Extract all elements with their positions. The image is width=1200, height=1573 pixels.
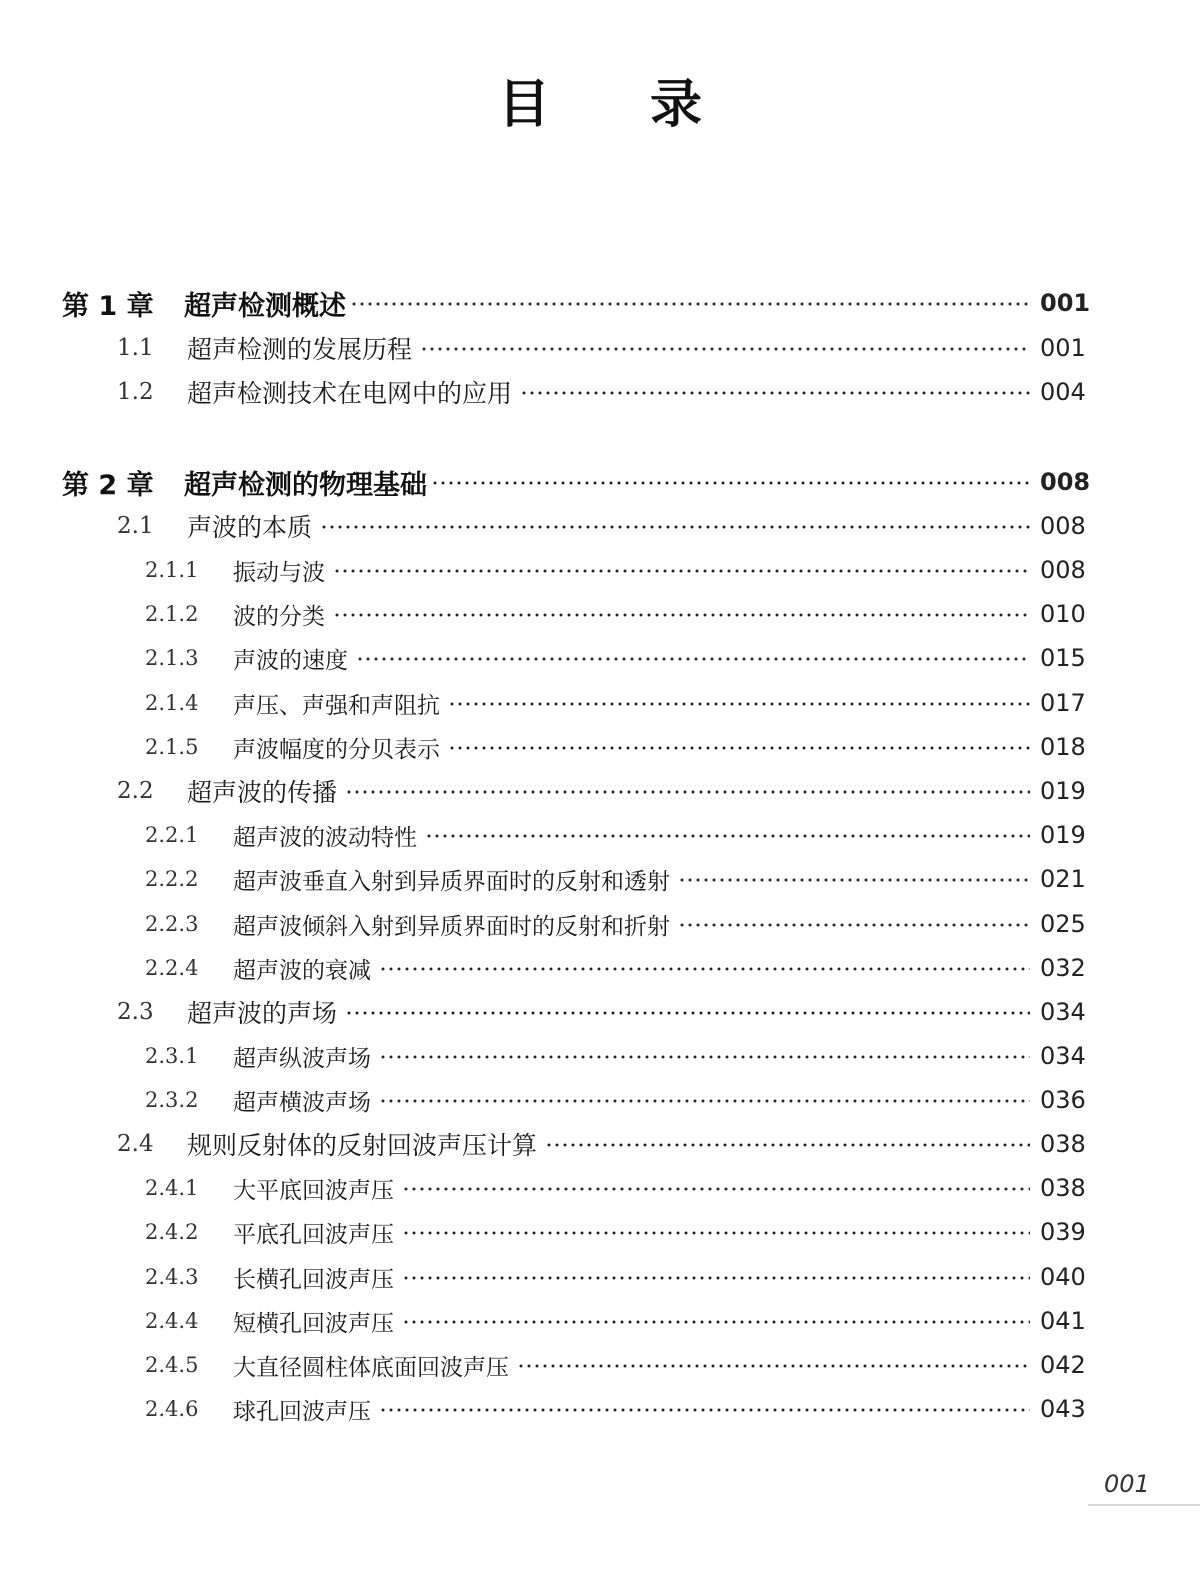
toc-entry-title: 超声波垂直入射到异质界面时的反射和透射 [233, 868, 670, 895]
toc-entry-title: 超声波倾斜入射到异质界面时的反射和折射 [233, 913, 670, 940]
toc-entry-sub[interactable] [145, 815, 1084, 855]
toc-entry-title: 超声波的衰减 [233, 957, 371, 984]
dot-leader [420, 347, 1030, 351]
toc-entry-title: 长横孔回波声压 [233, 1266, 394, 1293]
toc-entry-number: 2.1.3 [145, 646, 199, 670]
toc-entry-number: 2.4 [117, 1131, 154, 1157]
dot-leader [402, 1231, 1030, 1235]
toc-entry-section[interactable] [117, 506, 1084, 546]
toc-entry-sub[interactable] [145, 550, 1084, 590]
toc-entry-section[interactable] [117, 372, 1084, 412]
toc-entry-title: 声压、声强和声阻抗 [233, 692, 440, 719]
toc-entry-page: 036 [1040, 1086, 1086, 1114]
dot-leader [379, 1055, 1030, 1059]
toc-entry-page: 034 [1040, 998, 1086, 1026]
toc-entry-page: 004 [1040, 378, 1086, 406]
toc-entry-title: 波的分类 [233, 603, 325, 630]
toc-entry-page: 019 [1040, 821, 1086, 849]
toc-entry-page: 038 [1040, 1130, 1086, 1158]
toc-entry-sub[interactable] [145, 1389, 1084, 1429]
toc-entry-title: 规则反射体的反射回波声压计算 [187, 1131, 538, 1160]
toc-entry-title: 超声检测的发展历程 [187, 335, 413, 364]
toc-entry-title: 声波幅度的分贝表示 [233, 736, 440, 763]
toc-entry-number: 第 1 章 [62, 290, 154, 322]
dot-leader [379, 967, 1030, 971]
toc-entry-section[interactable] [117, 328, 1084, 368]
toc-entry-title: 超声检测技术在电网中的应用 [187, 379, 513, 408]
dot-leader [448, 702, 1030, 706]
dot-leader [333, 613, 1030, 617]
toc-entry-number: 2.2.1 [145, 823, 199, 847]
toc-entry-sub[interactable] [145, 1036, 1084, 1076]
toc-entry-number: 1.1 [117, 335, 154, 361]
toc-entry-page: 018 [1040, 733, 1086, 761]
toc-entry-title: 声波的本质 [187, 513, 313, 542]
page-title-char-1: 目 [497, 75, 550, 135]
toc-entry-section[interactable] [117, 992, 1084, 1032]
dot-leader [402, 1276, 1030, 1280]
toc-entry-sub[interactable] [145, 1080, 1084, 1120]
dot-leader [402, 1320, 1030, 1324]
toc-entry-page: 043 [1040, 1395, 1086, 1423]
toc-entry-page: 040 [1040, 1263, 1086, 1291]
toc-entry-page: 042 [1040, 1351, 1086, 1379]
page-number: 001 [1104, 1470, 1150, 1498]
toc-entry-page: 021 [1040, 865, 1086, 893]
toc-entry-page: 008 [1040, 468, 1091, 496]
toc-entry-title: 超声横波声场 [233, 1089, 371, 1116]
toc-entry-sub[interactable] [145, 1301, 1084, 1341]
toc-entry-page: 001 [1040, 334, 1086, 362]
toc-entry-number: 2.3 [117, 999, 154, 1025]
toc-entry-number: 2.3.2 [145, 1088, 199, 1112]
dot-leader [379, 1099, 1030, 1103]
toc-entry-title: 声波的速度 [233, 647, 348, 674]
toc-entry-title: 超声波的传播 [187, 778, 338, 807]
toc-entry-page: 025 [1040, 910, 1086, 938]
toc-entry-number: 2.4.3 [145, 1265, 199, 1289]
toc-entry-number: 1.2 [117, 379, 154, 405]
dot-leader [356, 657, 1030, 661]
toc-entry-sub[interactable] [145, 859, 1084, 899]
dot-leader [320, 525, 1030, 529]
toc-entry-number: 2.2.4 [145, 956, 199, 980]
toc-entry-title: 超声波的声场 [187, 999, 338, 1028]
toc-entry-number: 2.4.5 [145, 1353, 199, 1377]
toc-entry-chapter[interactable] [62, 462, 1091, 502]
toc-entry-title: 球孔回波声压 [233, 1398, 371, 1425]
toc-entry-page: 008 [1040, 512, 1086, 540]
toc-entry-page: 015 [1040, 644, 1086, 672]
toc-entry-page: 039 [1040, 1218, 1086, 1246]
toc-entry-title: 超声纵波声场 [233, 1045, 371, 1072]
toc-entry-title: 超声检测的物理基础 [184, 469, 427, 501]
toc-entry-section[interactable] [117, 771, 1084, 811]
toc-entry-number: 2.1.2 [145, 602, 199, 626]
dot-leader [431, 481, 1030, 485]
dot-leader [425, 834, 1030, 838]
toc-entry-number: 2.1.1 [145, 558, 199, 582]
toc-entry-sub[interactable] [145, 594, 1084, 634]
dot-leader [520, 391, 1030, 395]
toc-entry-page: 010 [1040, 600, 1086, 628]
page-title-char-2: 录 [650, 75, 703, 135]
toc-entry-title: 超声波的波动特性 [233, 824, 417, 851]
toc-entry-sub[interactable] [145, 904, 1084, 944]
toc-entry-sub[interactable] [145, 948, 1084, 988]
page-number-rule [1088, 1504, 1200, 1506]
dot-leader [517, 1364, 1030, 1368]
toc-entry-number: 2.1.4 [145, 691, 199, 715]
toc-entry-number: 2.2.3 [145, 912, 199, 936]
toc-entry-section[interactable] [117, 1124, 1084, 1164]
dot-leader [402, 1187, 1030, 1191]
toc-entry-page: 032 [1040, 954, 1086, 982]
toc-entry-sub[interactable] [145, 1345, 1084, 1385]
toc-entry-page: 017 [1040, 689, 1086, 717]
toc-entry-page: 019 [1040, 777, 1086, 805]
dot-leader [379, 1408, 1030, 1412]
toc-entry-title: 超声检测概述 [184, 290, 346, 322]
toc-entry-chapter[interactable] [62, 283, 1091, 323]
toc-entry-number: 第 2 章 [62, 469, 154, 501]
toc-entry-number: 2.4.1 [145, 1176, 199, 1200]
toc-entry-number: 2.1.5 [145, 735, 199, 759]
dot-leader [350, 302, 1030, 306]
toc-entry-number: 2.4.6 [145, 1397, 199, 1421]
toc-entry-number: 2.3.1 [145, 1044, 199, 1068]
dot-leader [345, 790, 1030, 794]
toc-entry-number: 2.1 [117, 513, 154, 539]
toc-entry-title: 平底孔回波声压 [233, 1221, 394, 1248]
dot-leader [345, 1011, 1030, 1015]
toc-entry-sub[interactable] [145, 727, 1084, 767]
toc-entry-sub[interactable] [145, 1212, 1084, 1252]
toc-entry-page: 001 [1040, 289, 1091, 317]
toc-entry-sub[interactable] [145, 1257, 1084, 1297]
dot-leader [545, 1143, 1030, 1147]
toc-entry-title: 振动与波 [233, 559, 325, 586]
dot-leader [678, 878, 1030, 882]
toc-entry-number: 2.4.4 [145, 1309, 199, 1333]
dot-leader [333, 569, 1030, 573]
toc-entry-page: 034 [1040, 1042, 1086, 1070]
toc-entry-title: 大直径圆柱体底面回波声压 [233, 1354, 509, 1381]
toc-entry-number: 2.2 [117, 778, 154, 804]
toc-entry-page: 038 [1040, 1174, 1086, 1202]
toc-entry-page: 008 [1040, 556, 1086, 584]
toc-entry-number: 2.4.2 [145, 1220, 199, 1244]
toc-entry-number: 2.2.2 [145, 867, 199, 891]
toc-entry-title: 大平底回波声压 [233, 1177, 394, 1204]
toc-entry-sub[interactable] [145, 638, 1084, 678]
dot-leader [678, 923, 1030, 927]
dot-leader [448, 746, 1030, 750]
toc-entry-sub[interactable] [145, 1168, 1084, 1208]
toc-entry-sub[interactable] [145, 683, 1084, 723]
toc-entry-page: 041 [1040, 1307, 1086, 1335]
toc-entry-title: 短横孔回波声压 [233, 1310, 394, 1337]
